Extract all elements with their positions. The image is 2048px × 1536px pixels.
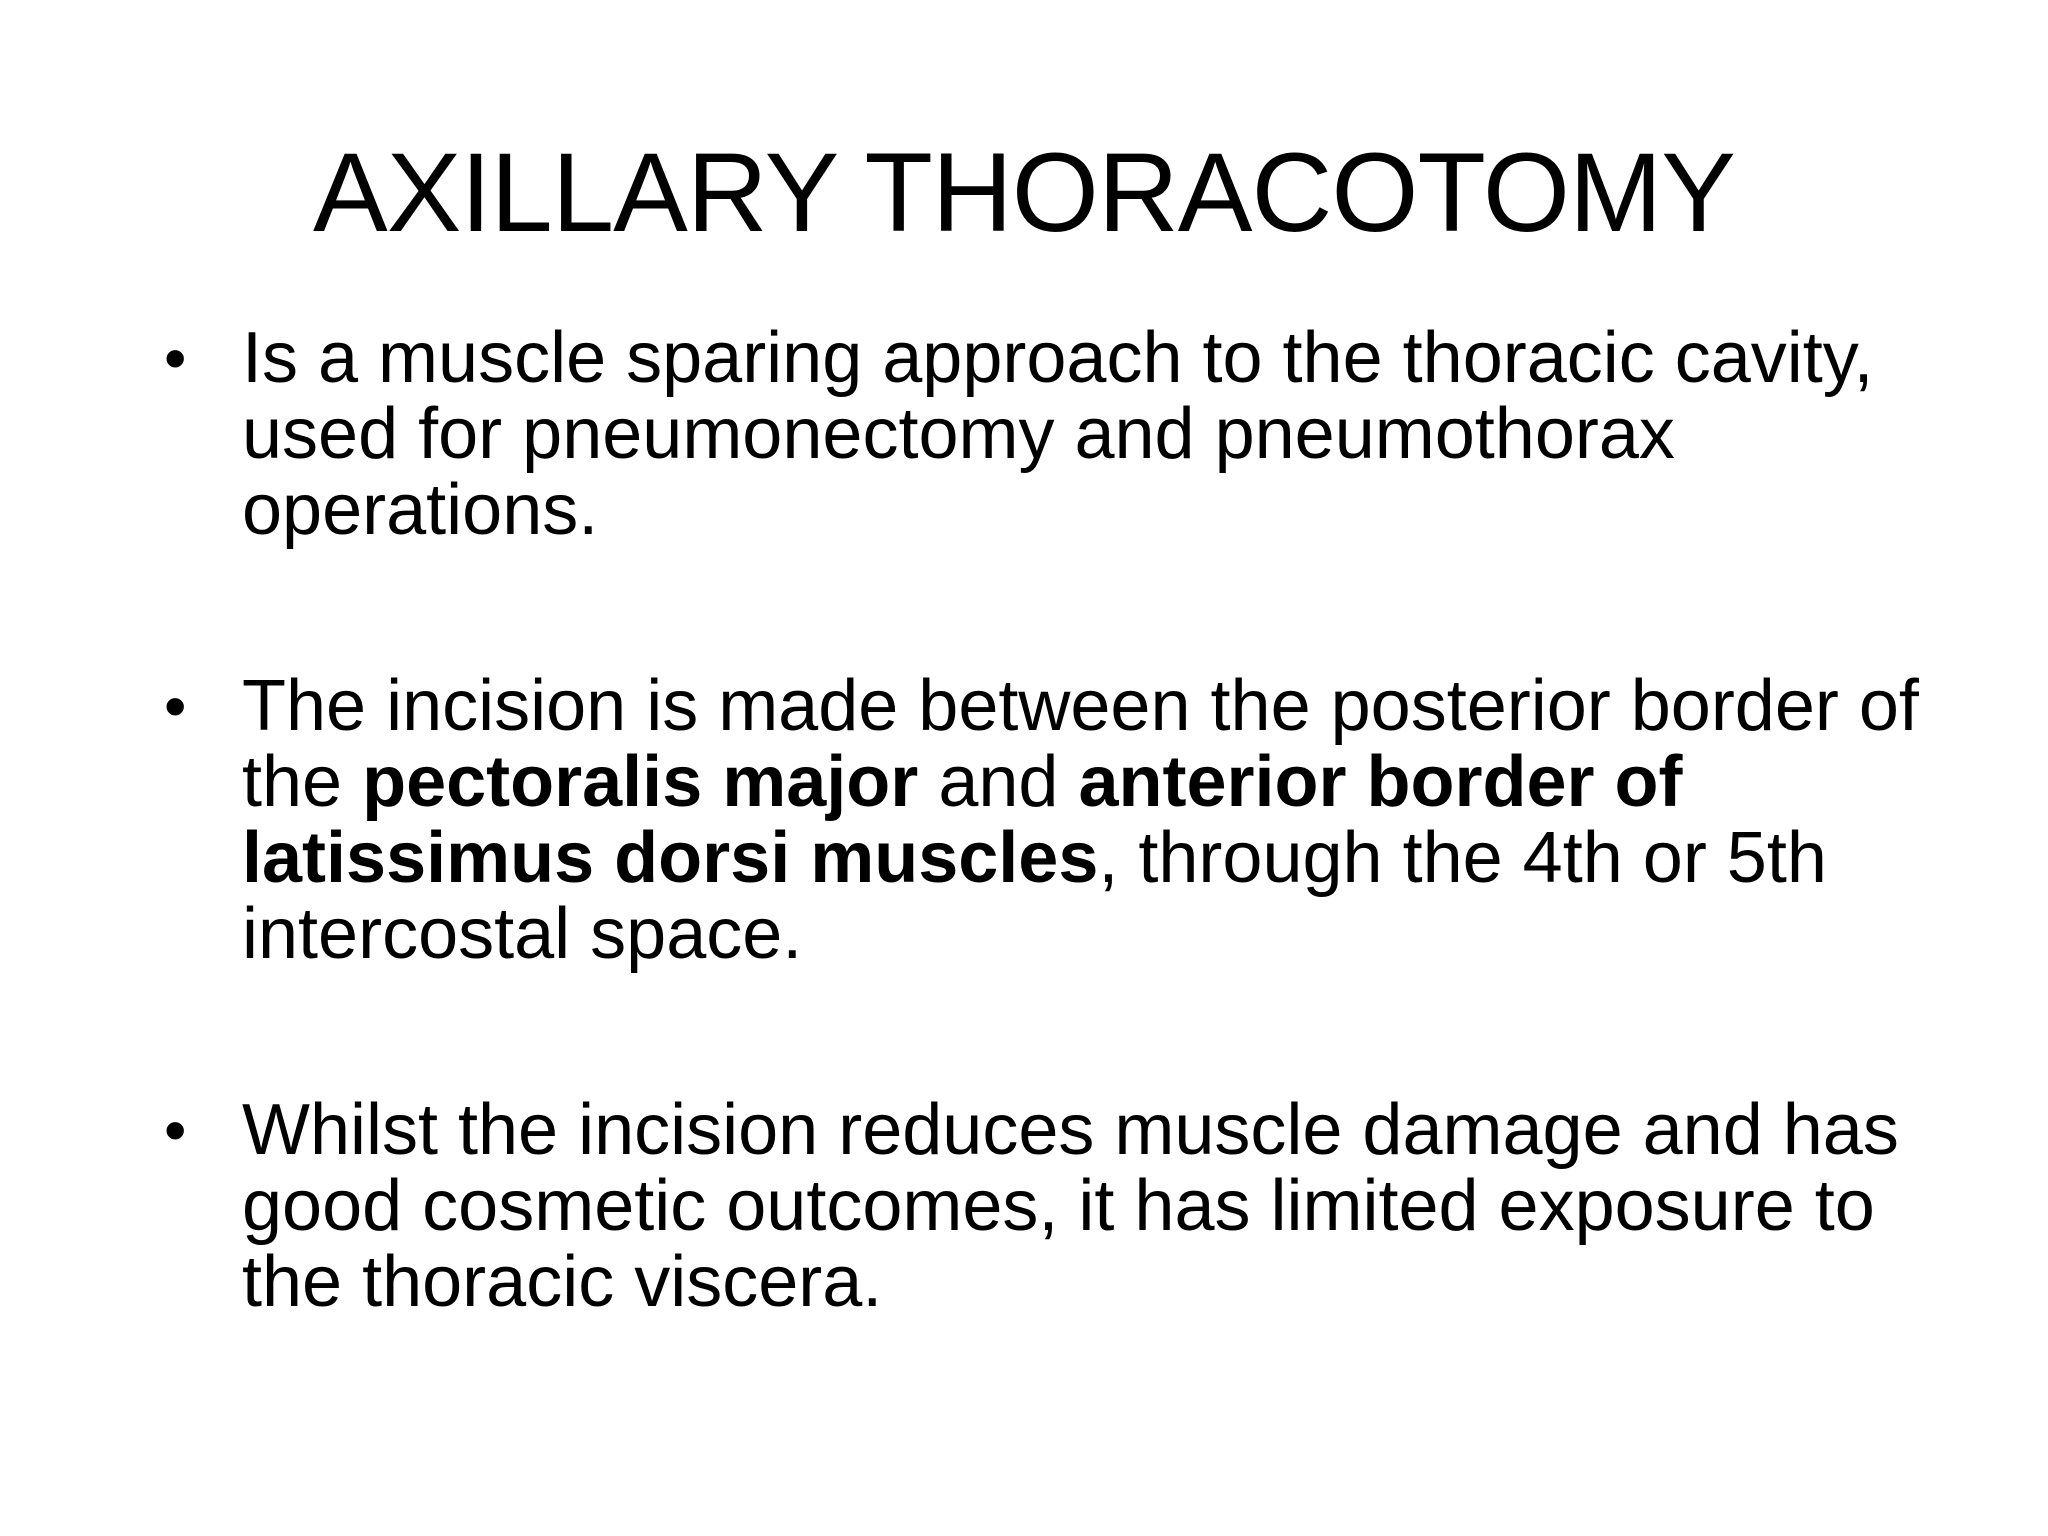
- bullet-marker: •: [164, 1094, 187, 1166]
- slide-title: AXILLARY THORACOTOMY: [313, 130, 1735, 255]
- bullet-item: [160, 668, 1920, 972]
- bullet-marker: •: [164, 670, 187, 742]
- bold-term-pectoralis-major: pectoralis major: [362, 742, 919, 822]
- bullet-text: Is a muscle sparing approach to the thoracic cavity, used for pneumonectomy and pneumothorax operations.: [242, 318, 1874, 550]
- bullet-marker: •: [164, 322, 187, 394]
- bullet-text: Whilst the incision reduces muscle damage and has good cosmetic outcomes, it has limited exposure to the thoracic viscera.: [242, 1090, 1899, 1322]
- bullet-text: and: [918, 742, 1079, 822]
- bullet-list: [160, 320, 1920, 1320]
- bullet-text: , through the 4th or 5th intercostal space.: [242, 818, 1827, 974]
- bullet-item: [160, 1092, 1920, 1320]
- bold-term-latissimus-dorsi: anterior border of latissimus dorsi muscles: [242, 742, 1683, 898]
- bullet-text: The incision is made between the posterior border of the: [242, 666, 1919, 822]
- bullet-item: [160, 320, 1920, 548]
